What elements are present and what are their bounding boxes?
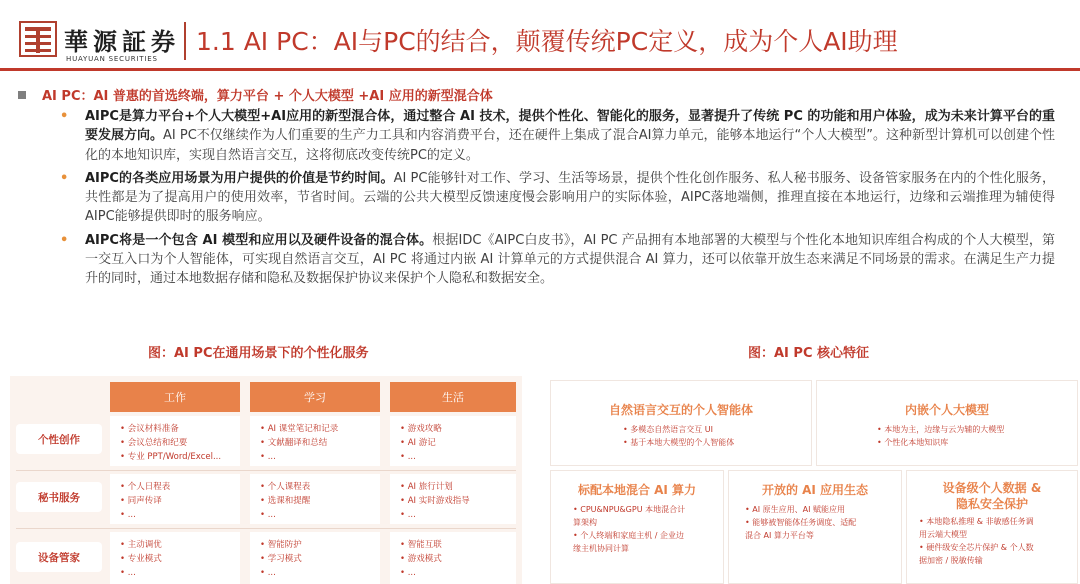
feature-items: [745, 503, 856, 542]
cell-item: • 智能互联: [400, 540, 442, 550]
feature-title: 自然语言交互的个人智能体: [608, 403, 753, 417]
feature-card: [728, 470, 902, 584]
feature-item: • 个性化本地知识库: [877, 438, 949, 447]
cell-item: • ...: [260, 452, 276, 462]
column-header: 工作: [110, 382, 240, 412]
row-divider: [16, 470, 516, 471]
feature-card: [550, 470, 724, 584]
cell-item: • 个人日程表: [120, 482, 171, 492]
service-cell: [250, 532, 380, 584]
cell-item: • ...: [260, 510, 276, 520]
feature-item: • 个人终端和家庭主机 / 企业边: [573, 531, 685, 540]
cell-item: • 游戏攻略: [400, 424, 442, 434]
feature-item: • 本地隐私推理 & 非敏感任务调: [919, 517, 1034, 526]
huayuan-logo-icon: [18, 20, 58, 58]
header: [0, 0, 1080, 72]
feature-items: [919, 515, 1034, 567]
feature-item: 混合 AI 算力平台等: [745, 531, 814, 540]
cell-item: • 会议总结和纪要: [120, 438, 188, 448]
row-label: 秘书服务: [16, 482, 102, 512]
section-heading-text: AI PC：AI 普惠的首选终端，算力平台 + 个人大模型 +AI 应用的新型混合体: [42, 89, 493, 104]
feature-item: • 多模态自然语言交互 UI: [623, 425, 714, 434]
bullet-lead: AIPC是算力平台+个人大模型+AI应用的新型混合体，通过整合 AI 技术，提供个性化、智能化的服务，显著提升了传统 PC 的功能和用户体验，成为未来计算平台的重要发展方向。: [85, 109, 1055, 144]
cell-item: • 专业模式: [120, 554, 162, 564]
feature-title: 开放的 AI 应用生态: [761, 483, 869, 497]
cell-item: • 会议材料准备: [120, 424, 179, 434]
row-label: 个性创作: [16, 424, 102, 454]
feature-item: 据加密 / 脱敏传输: [919, 556, 983, 565]
cell-item: • AI 旅行计划: [400, 482, 453, 492]
cell-item: • 选课和提醒: [260, 496, 311, 506]
page-title: 1.1 AI PC：AI与PC的结合，颠覆传统PC定义，成为个人AI助理: [196, 27, 898, 56]
feature-card: [550, 380, 812, 466]
row-divider: [16, 528, 516, 529]
feature-items: [573, 503, 685, 555]
cell-item: • 专业 PPT/Word/Excel...: [120, 452, 222, 462]
cell-item: • 文献翻译和总结: [260, 438, 328, 448]
cell-item: • 个人课程表: [260, 482, 311, 492]
service-cell: [110, 416, 240, 466]
bullet-list: [60, 107, 1055, 293]
cell-item: • ...: [400, 510, 416, 520]
bullet-lead: AIPC的各类应用场景为用户提供的价值是节约时间。: [85, 170, 394, 186]
features-figure: [540, 376, 1080, 584]
feature-item: • 基于本地大模型的个人智能体: [623, 438, 735, 447]
service-cell: [390, 532, 516, 584]
column-header: 学习: [250, 382, 380, 412]
feature-card: [906, 470, 1078, 584]
cell-item: • 学习模式: [260, 554, 302, 564]
services-figure: [10, 376, 522, 584]
cell-item: • ...: [260, 568, 276, 578]
bullet-item: [60, 169, 1055, 227]
cell-item: • AI 实时游戏指导: [400, 496, 470, 506]
bullet-text: AI PC能够针对工作、学习、生活等场景，提供个性化创作服务、私人秘书服务、设备管家服务在内的个性化服务，共性都是为了提高用户的使用效率，节省时间。云端的公共大模型反馈速度慢会影响用户的实际体验，AIPC落地端侧，推理直接在本地运行，边缘和云端推理为辅使得AIPC能够提供即时的服务响应。: [85, 170, 1055, 225]
section-heading: [18, 85, 493, 104]
feature-items: [877, 423, 1004, 449]
cell-item: • 主动调优: [120, 540, 162, 550]
brand-name-en: HUAYUAN SECURITIES: [66, 55, 158, 63]
feature-item: 缘主机协同计算: [573, 544, 629, 553]
feature-card: [816, 380, 1078, 466]
feature-title: 标配本地混合 AI 算力: [577, 483, 697, 497]
bullet-text: 根据IDC《AIPC白皮书》，AI PC 产品拥有本地部署的大模型与个性化本地知识库组合构成的个人大模型，第一交互入口为个人智能体，可实现自然语言交互，AI PC 将通过内嵌 AI 计算单元的方式提供混合 AI 算力，还可以依靠开放生态来满足不同场景的需求。在满足生产力提升的同时，通过本地数据存储和隐私及数据保护协议来保护个人隐私和数据安全。: [85, 232, 1055, 287]
row-label: 设备管家: [16, 542, 102, 572]
feature-title: 内嵌个人大模型: [904, 403, 989, 417]
column-header: 生活: [390, 382, 516, 412]
bullet-dot-icon: •: [60, 232, 69, 248]
cell-item: • 游戏模式: [400, 554, 442, 564]
service-cell: [390, 474, 516, 524]
bullet-item: [60, 107, 1055, 165]
cell-item: • ...: [120, 568, 136, 578]
service-cell: [390, 416, 516, 466]
feature-item: • 本地为主，边缘与云为辅的大模型: [877, 425, 1005, 434]
feature-item: 算架构: [573, 518, 597, 527]
service-cell: [110, 474, 240, 524]
feature-items: [623, 423, 734, 449]
feature-item: • CPU&NPU&GPU 本地混合计: [573, 505, 686, 514]
bullet-lead: AIPC将是一个包含 AI 模型和应用以及硬件设备的混合体。: [85, 232, 433, 248]
figure-caption-left: 图：AI PC在通用场景下的个性化服务: [148, 346, 369, 361]
figure-caption-right: 图：AI PC 核心特征: [748, 346, 870, 361]
brand-name-cn: 華源証券: [64, 27, 180, 56]
service-cell: [250, 416, 380, 466]
cell-item: • ...: [400, 568, 416, 578]
cell-item: • 智能防护: [260, 540, 302, 550]
cell-item: • ...: [120, 510, 136, 520]
feature-title: 设备级个人数据 &: [942, 481, 1042, 495]
bullet-text: AI PC不仅继续作为人们重要的生产力工具和内容消费平台，还在硬件上集成了混合AI算力单元，能够本地运行“个人大模型”。这种新型计算机可以创建个性化的本地知识库，实现自然语言交互，这将彻底改变传统PC的定义。: [85, 128, 1055, 163]
service-cell: [250, 474, 380, 524]
bullet-dot-icon: •: [60, 109, 69, 124]
cell-item: • AI 课堂笔记和记录: [260, 424, 339, 434]
feature-title-line2: 隐私安全保护: [955, 497, 1028, 511]
header-rule: [0, 68, 1080, 71]
service-cell: [110, 532, 240, 584]
feature-item: • 能够被智能体任务调度、适配: [745, 518, 857, 527]
title-separator: [184, 22, 186, 60]
cell-item: • 同声传译: [120, 496, 162, 506]
bullet-item: [60, 231, 1055, 289]
feature-item: • 硬件级安全芯片保护 & 个人数: [919, 543, 1034, 552]
cell-item: • AI 游记: [400, 438, 436, 448]
cell-item: • ...: [400, 452, 416, 462]
feature-item: • AI 原生应用、AI 赋能应用: [745, 505, 846, 514]
feature-item: 用云端大模型: [919, 530, 967, 539]
bullet-dot-icon: •: [60, 170, 69, 186]
section-bullet-icon: [18, 91, 26, 99]
